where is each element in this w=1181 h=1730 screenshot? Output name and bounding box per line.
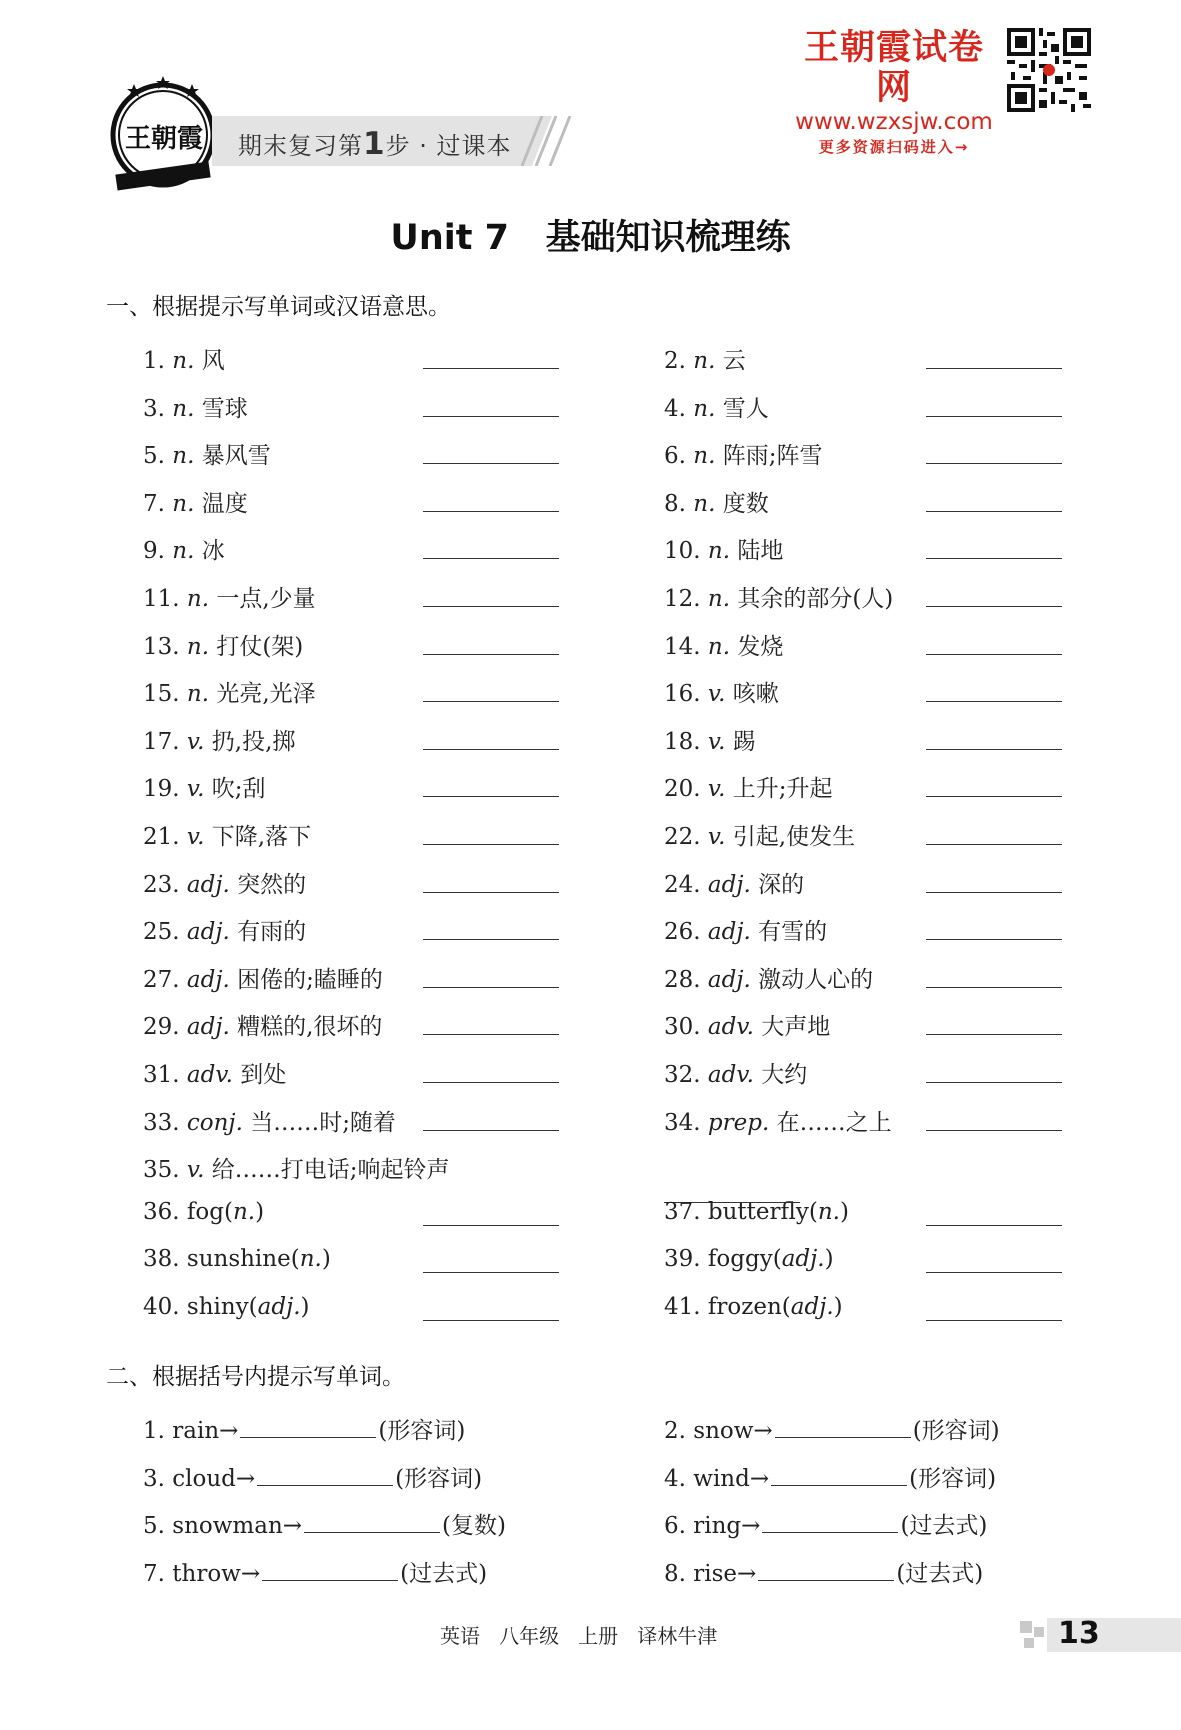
form-hint: (形容词) (909, 1465, 997, 1492)
item-number: 1. (143, 1418, 173, 1444)
vocab-item (664, 437, 822, 470)
banner-text (238, 126, 511, 162)
item-number: 27. (143, 966, 187, 993)
vocab-item (664, 675, 779, 708)
item-number: 9. (143, 538, 173, 565)
vocab-item (664, 770, 833, 803)
answer-blank[interactable] (771, 1465, 907, 1486)
word-form-item (143, 1412, 465, 1445)
answer-blank[interactable] (758, 1560, 894, 1581)
item-number: 41. (664, 1294, 708, 1320)
answer-blank[interactable] (926, 749, 1062, 750)
item-number: 38. (143, 1246, 187, 1273)
item-number: 33. (143, 1109, 187, 1136)
vocab-item: 36. fog(n.) (143, 1198, 265, 1225)
answer-blank[interactable] (423, 987, 559, 988)
item-number: 26. (664, 919, 708, 946)
chinese-hint: 云 (722, 348, 746, 374)
item-number: 20. (664, 776, 708, 803)
answer-blank[interactable] (926, 939, 1062, 940)
english-word: foggy (707, 1246, 773, 1273)
part-of-speech: v. (186, 824, 205, 850)
vocab-item (143, 1151, 450, 1184)
part-of-speech: adj. (707, 966, 751, 993)
answer-blank[interactable] (926, 1130, 1062, 1131)
part-of-speech: n. (299, 1246, 322, 1273)
answer-blank[interactable] (423, 701, 559, 702)
part-of-speech: adj. (186, 966, 230, 993)
item-number: 34. (664, 1109, 708, 1136)
chinese-hint: 上升;升起 (732, 776, 833, 803)
logo-text: 王朝霞 (124, 124, 203, 154)
chinese-hint: 雪人 (722, 395, 769, 422)
part-of-speech: adj. (781, 1246, 825, 1273)
vocab-item (143, 1056, 286, 1089)
part-of-speech: n. (186, 681, 210, 708)
chinese-hint: 打仗(架) (216, 633, 304, 660)
part-of-speech: v. (707, 776, 726, 803)
chinese-hint: 咳嗽 (732, 681, 779, 708)
item-number: 37. (664, 1198, 708, 1225)
base-word: wind→ (693, 1465, 770, 1492)
chinese-hint: 深的 (758, 871, 805, 898)
part-of-speech: prep. (707, 1109, 770, 1136)
item-number: 10. (664, 538, 708, 565)
vocab-item (143, 1008, 382, 1041)
vocab-item (143, 866, 306, 899)
item-number: 7. (143, 490, 173, 517)
item-number: 19. (143, 776, 187, 803)
section1-heading: 一、根据提示写单词或汉语意思。 (106, 294, 451, 320)
part-of-speech: n. (172, 490, 195, 517)
answer-blank[interactable] (423, 1130, 559, 1131)
word-form-item (664, 1507, 987, 1540)
answer-blank[interactable] (926, 1272, 1062, 1273)
item-number: 30. (664, 1014, 708, 1041)
answer-blank[interactable] (926, 511, 1062, 512)
footer-square (1034, 1627, 1044, 1637)
answer-blank[interactable] (423, 558, 559, 559)
answer-blank[interactable] (926, 844, 1062, 845)
item-number: 28. (664, 966, 708, 993)
base-word: throw→ (172, 1560, 261, 1587)
item-number: 23. (143, 871, 187, 898)
item-number: 4. (664, 395, 694, 422)
answer-blank[interactable] (423, 1034, 559, 1035)
item-number: 17. (143, 728, 187, 755)
item-number: 2. (664, 348, 694, 374)
vocab-item (664, 532, 783, 565)
part-of-speech: adj. (186, 1014, 230, 1041)
chinese-hint: 下降,落下 (211, 824, 312, 850)
chinese-hint: 糟糕的,很坏的 (237, 1014, 383, 1041)
vocab-item: 37. butterfly(n.) (664, 1198, 849, 1225)
item-number: 35. (143, 1157, 187, 1184)
item-number: 5. (143, 443, 173, 470)
part-of-speech: n. (693, 443, 716, 470)
part-of-speech: adj. (707, 919, 751, 946)
item-number: 24. (664, 871, 708, 898)
item-number: 15. (143, 681, 187, 708)
answer-blank[interactable] (423, 1320, 559, 1321)
part-of-speech: n. (707, 633, 731, 660)
chinese-hint: 大约 (761, 1062, 808, 1088)
answer-blank[interactable] (423, 939, 559, 940)
footer-square (1024, 1638, 1034, 1648)
item-number: 40. (143, 1294, 187, 1320)
chinese-hint: 到处 (240, 1062, 287, 1088)
item-number: 1. (143, 348, 173, 374)
answer-blank[interactable] (926, 1082, 1062, 1083)
chinese-hint: 大声地 (761, 1014, 831, 1041)
answer-blank[interactable] (423, 1272, 559, 1273)
answer-blank[interactable] (926, 701, 1062, 702)
word-form-item (143, 1460, 482, 1493)
part-of-speech: n. (707, 538, 731, 565)
item-number: 8. (664, 490, 694, 517)
part-of-speech: n. (232, 1198, 256, 1225)
chinese-hint: 陆地 (737, 538, 784, 565)
answer-blank[interactable] (926, 463, 1062, 464)
vocab-item: 40. shiny(adj.) (143, 1294, 310, 1320)
item-number: 36. (143, 1198, 187, 1225)
part-of-speech: n. (172, 395, 195, 422)
answer-blank[interactable] (926, 1320, 1062, 1321)
answer-blank[interactable] (423, 416, 559, 417)
item-number: 18. (664, 728, 708, 755)
vocab-item (143, 580, 316, 613)
answer-blank[interactable] (423, 463, 559, 464)
base-word: ring→ (693, 1513, 761, 1539)
part-of-speech: conj. (186, 1109, 243, 1136)
item-number: 25. (143, 919, 187, 946)
base-word: snowman→ (172, 1513, 303, 1539)
english-word: fog (186, 1198, 224, 1225)
answer-blank[interactable] (257, 1465, 393, 1486)
base-word: cloud→ (172, 1465, 256, 1492)
footer-text: 英语 八年级 上册 译林牛津 (440, 1624, 718, 1648)
answer-blank[interactable] (926, 987, 1062, 988)
vocab-item: 39. foggy(adj.) (664, 1246, 834, 1273)
answer-blank[interactable] (926, 368, 1062, 369)
vocab-item: 41. frozen(adj.) (664, 1294, 843, 1320)
vocab-item (143, 770, 266, 803)
word-form-item (664, 1555, 983, 1588)
chinese-hint: 有雪的 (758, 919, 828, 946)
item-number: 11. (143, 586, 187, 612)
item-number: 16. (664, 681, 708, 708)
section2-heading: 二、根据括号内提示写单词。 (106, 1364, 405, 1390)
vocab-item (664, 1008, 830, 1041)
answer-blank[interactable] (423, 368, 559, 369)
form-hint: (过去式) (900, 1513, 988, 1539)
vocab-item (664, 390, 769, 423)
part-of-speech: adj. (186, 919, 230, 946)
vocab-item (664, 580, 893, 613)
part-of-speech: adj. (790, 1294, 834, 1320)
answer-blank[interactable] (926, 892, 1062, 893)
english-word: shiny (186, 1294, 249, 1320)
chinese-hint: 度数 (722, 490, 769, 517)
vocab-item (664, 342, 746, 375)
answer-blank[interactable] (423, 1225, 559, 1226)
word-form-item (143, 1555, 487, 1588)
page-title: Unit 7 基础知识梳理练 (390, 218, 791, 258)
chinese-hint: 光亮,光泽 (216, 681, 316, 708)
banner-step-number: 1 (363, 126, 386, 162)
part-of-speech: n. (693, 490, 716, 517)
item-number: 2. (664, 1418, 694, 1444)
vocab-item (143, 818, 311, 851)
vocab-item (664, 961, 873, 994)
answer-blank[interactable] (262, 1560, 398, 1581)
form-hint: (过去式) (400, 1560, 488, 1587)
chinese-hint: 突然的 (237, 871, 307, 898)
answer-blank[interactable] (240, 1417, 376, 1438)
form-hint: (形容词) (395, 1465, 483, 1492)
item-number: 7. (143, 1560, 173, 1587)
chinese-hint: 激动人心的 (758, 966, 874, 993)
answer-blank[interactable] (926, 606, 1062, 607)
answer-blank[interactable] (423, 892, 559, 893)
answer-blank[interactable] (423, 749, 559, 750)
base-word: rain→ (172, 1418, 239, 1444)
vocab-item: 38. sunshine(n.) (143, 1246, 331, 1273)
brand-block (790, 28, 998, 158)
item-number: 12. (664, 586, 708, 612)
brand-scan-hint: 更多资源扫码进入→ (818, 138, 970, 156)
answer-blank[interactable] (423, 654, 559, 655)
answer-blank[interactable] (304, 1512, 440, 1533)
base-word: snow→ (693, 1418, 773, 1444)
word-form-item (143, 1507, 506, 1540)
part-of-speech: v. (186, 1157, 205, 1184)
chinese-hint: 吹;刮 (211, 776, 266, 803)
part-of-speech: adv. (707, 1062, 754, 1088)
chinese-hint: 一点,少量 (216, 586, 316, 612)
vocab-item (664, 1056, 807, 1089)
answer-blank[interactable] (926, 1034, 1062, 1035)
chinese-hint: 冰 (201, 538, 225, 565)
item-number: 13. (143, 633, 187, 660)
vocab-item (143, 342, 225, 375)
chinese-hint: 其余的部分(人) (737, 586, 894, 612)
page-number: 13 (1058, 1616, 1100, 1651)
item-number: 32. (664, 1062, 708, 1088)
part-of-speech: adj. (186, 871, 230, 898)
item-number: 6. (664, 1513, 694, 1539)
answer-blank[interactable] (926, 558, 1062, 559)
english-word: butterfly (707, 1198, 809, 1225)
vocab-item (664, 818, 855, 851)
part-of-speech: n. (172, 443, 195, 470)
answer-blank[interactable] (423, 606, 559, 607)
form-hint: (过去式) (896, 1560, 984, 1587)
chinese-hint: 有雨的 (237, 919, 307, 946)
part-of-speech: n. (186, 586, 210, 612)
item-number: 6. (664, 443, 694, 470)
form-hint: (形容词) (912, 1418, 1000, 1444)
part-of-speech: n. (186, 633, 210, 660)
brand-name: 王朝霞试卷网 (803, 28, 984, 108)
word-form-item (664, 1460, 996, 1493)
vocab-item (664, 866, 804, 899)
part-of-speech: adj. (257, 1294, 301, 1320)
part-of-speech: adv. (707, 1014, 754, 1041)
vocab-item (143, 390, 248, 423)
item-number: 4. (664, 1465, 694, 1492)
part-of-speech: v. (707, 824, 726, 850)
part-of-speech: n. (693, 348, 716, 374)
vocab-item (664, 913, 827, 946)
base-word: rise→ (693, 1560, 757, 1587)
english-word: sunshine (186, 1246, 291, 1273)
vocab-item (664, 1104, 892, 1137)
item-number: 22. (664, 824, 708, 850)
part-of-speech: n. (172, 348, 195, 374)
chinese-hint: 给……打电话;响起铃声 (211, 1157, 450, 1184)
chinese-hint: 引起,使发生 (732, 824, 856, 850)
form-hint: (复数) (442, 1513, 506, 1539)
vocab-item (143, 437, 271, 470)
vocab-item (143, 1104, 396, 1137)
chinese-hint: 发烧 (737, 633, 784, 660)
banner-pre: 期末复习第 (238, 132, 363, 160)
answer-blank[interactable] (423, 1082, 559, 1083)
answer-blank[interactable] (926, 654, 1062, 655)
chinese-hint: 阵雨;阵雪 (722, 443, 823, 470)
answer-blank[interactable] (926, 416, 1062, 417)
item-number: 5. (143, 1513, 173, 1539)
chinese-hint: 温度 (201, 490, 248, 517)
chinese-hint: 暴风雪 (201, 443, 271, 470)
chinese-hint: 雪球 (201, 395, 248, 422)
part-of-speech: adv. (186, 1062, 233, 1088)
part-of-speech: v. (186, 776, 205, 803)
vocab-item (664, 485, 769, 518)
item-number: 39. (664, 1246, 708, 1273)
banner-post: 步 · 过课本 (385, 132, 512, 160)
answer-blank[interactable] (423, 844, 559, 845)
answer-blank[interactable] (775, 1417, 911, 1438)
item-number: 3. (143, 1465, 173, 1492)
answer-blank[interactable] (926, 1225, 1062, 1226)
vocab-item (143, 723, 295, 756)
word-form-item (664, 1412, 1000, 1445)
chinese-hint: 踢 (732, 728, 756, 755)
part-of-speech: adj. (707, 871, 751, 898)
answer-blank[interactable] (423, 511, 559, 512)
english-word: frozen (707, 1294, 782, 1320)
vocab-item (664, 723, 756, 756)
item-number: 3. (143, 395, 173, 422)
part-of-speech: n. (817, 1198, 840, 1225)
item-number: 21. (143, 824, 187, 850)
qr-code-icon[interactable] (1007, 28, 1091, 112)
part-of-speech: v. (186, 728, 205, 755)
part-of-speech: n. (707, 586, 731, 612)
vocab-item (143, 675, 316, 708)
answer-blank[interactable] (926, 796, 1062, 797)
vocab-item (143, 913, 306, 946)
chinese-hint: 困倦的;瞌睡的 (237, 966, 383, 993)
item-number: 8. (664, 1560, 694, 1587)
vocab-item (143, 485, 248, 518)
chinese-hint: 风 (201, 348, 225, 374)
vocab-item (143, 532, 225, 565)
answer-blank[interactable] (423, 796, 559, 797)
item-number: 29. (143, 1014, 187, 1041)
vocab-item (664, 628, 783, 661)
answer-blank[interactable] (762, 1512, 898, 1533)
brand-url[interactable]: www.wzxsjw.com (795, 109, 993, 135)
form-hint: (形容词) (378, 1418, 466, 1444)
chinese-hint: 在……之上 (776, 1109, 892, 1136)
part-of-speech: v. (707, 728, 726, 755)
item-number: 31. (143, 1062, 187, 1088)
footer-square (1020, 1621, 1032, 1633)
vocab-item (143, 628, 303, 661)
vocab-item (143, 961, 383, 994)
item-number: 14. (664, 633, 708, 660)
chinese-hint: 扔,投,掷 (211, 728, 296, 755)
part-of-speech: v. (707, 681, 726, 708)
chinese-hint: 当……时;随着 (250, 1109, 396, 1136)
part-of-speech: n. (693, 395, 716, 422)
part-of-speech: n. (172, 538, 195, 565)
